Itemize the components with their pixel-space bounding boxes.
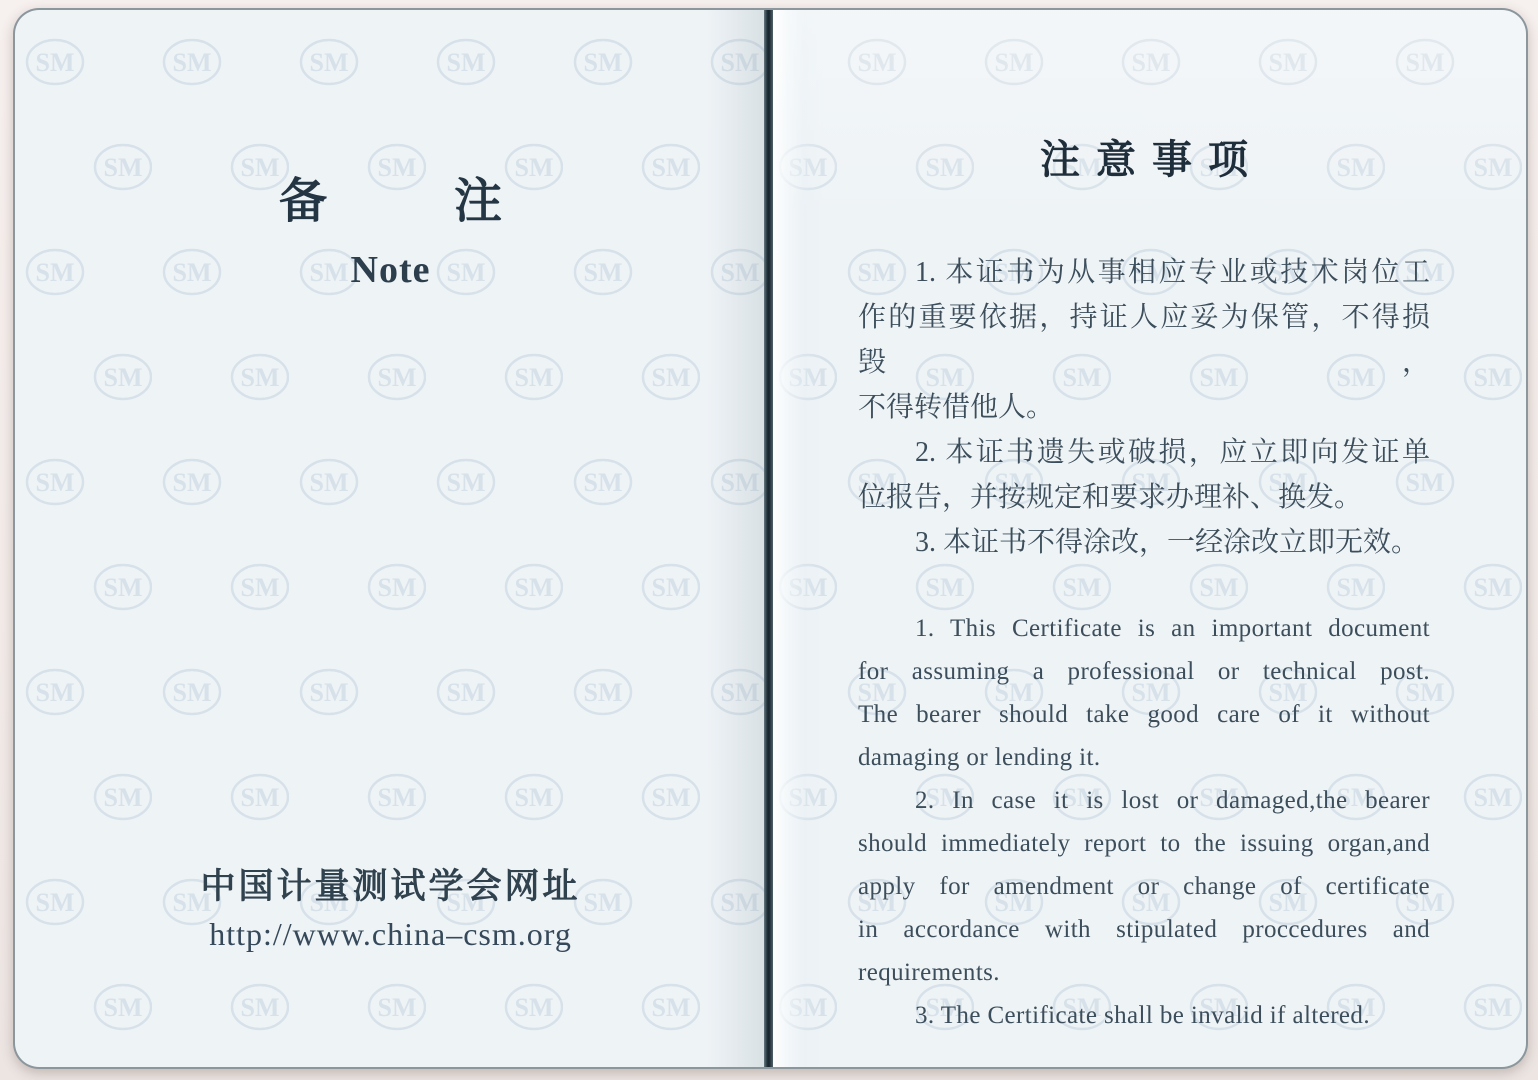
- notice-body: [858, 250, 1430, 1037]
- notice-line: 2. 本证书遗失或破损，应立即向发证单: [915, 437, 1430, 468]
- notice-line: 2. In case it is lost or damaged,the bearer: [915, 787, 1430, 814]
- notice-line: in accordance with stipulated proccedures and: [858, 916, 1430, 943]
- note-title-char-1: 备: [278, 175, 327, 228]
- left-page-footer: [15, 863, 766, 957]
- left-page-note: [15, 10, 766, 1067]
- note-title-char-2: 注: [454, 175, 503, 228]
- notice-paragraph-en-2: [858, 779, 1430, 994]
- notice-paragraph-en-3: [858, 994, 1430, 1037]
- notice-line: requirements.: [858, 959, 1000, 986]
- notice-title: 注意事项: [1040, 137, 1264, 182]
- notice-line: 位报告，并按规定和要求办理补、换发。: [858, 482, 1363, 513]
- notice-line: damaging or lending it.: [858, 744, 1101, 771]
- right-page-notice: [773, 10, 1526, 1067]
- notice-line: The bearer should take good care of it without: [858, 701, 1430, 728]
- notice-line: 3. The Certificate shall be invalid if altered.: [915, 1002, 1370, 1029]
- notice-paragraph-cn-3: [858, 520, 1430, 565]
- booklet-spine: [764, 10, 773, 1067]
- notice-line: 3. 本证书不得涂改，一经涂改立即无效。: [915, 527, 1420, 558]
- notice-line: should immediately report to the issuing organ,and: [858, 830, 1430, 857]
- notice-paragraph-en-1: [858, 607, 1430, 779]
- page-fold-shadow: [707, 10, 764, 1067]
- org-website-url: http://www.china–csm.org: [209, 916, 572, 952]
- certificate-booklet: [13, 8, 1528, 1069]
- notice-line: for assuming a professional or technical post.: [858, 658, 1430, 685]
- note-title-english: Note: [350, 249, 431, 291]
- notice-line: apply for amendment or change of certificate: [858, 873, 1430, 900]
- notice-line: 不得转借他人。: [858, 392, 1055, 423]
- org-website-label: 中国计量测试学会网址: [200, 867, 581, 906]
- note-title-chinese: [15, 162, 766, 231]
- notice-paragraph-cn-1: [858, 250, 1430, 430]
- notice-line: 作的重要依据，持证人应妥为保管，不得损毁，: [858, 302, 1430, 378]
- notice-paragraph-cn-2: [858, 430, 1430, 520]
- notice-line: 1. 本证书为从事相应专业或技术岗位工: [915, 257, 1430, 288]
- notice-line: 1. This Certificate is an important document: [915, 615, 1430, 642]
